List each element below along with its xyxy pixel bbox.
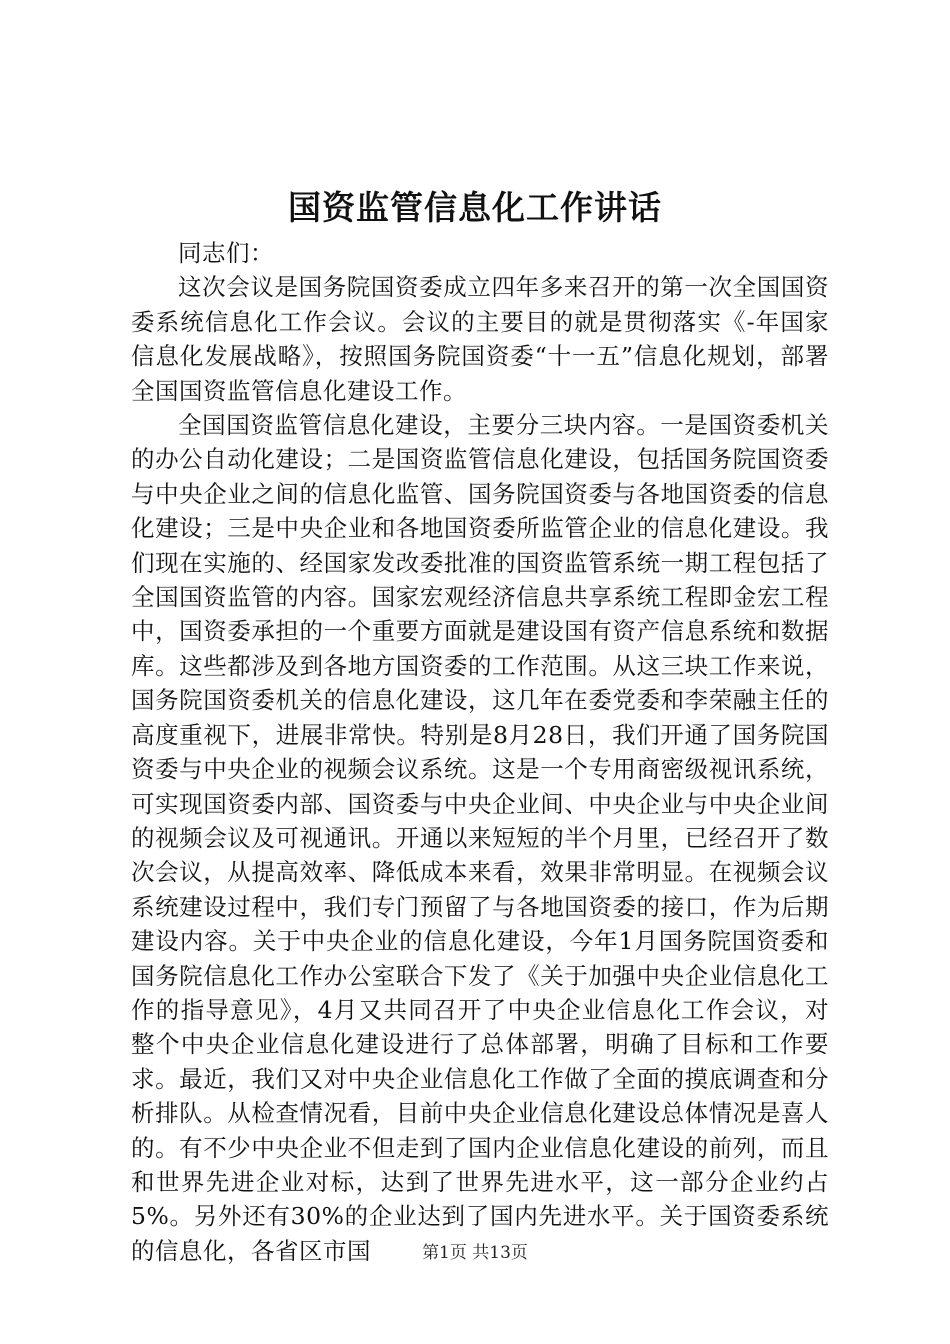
page-number-footer: 第1页 共13页 bbox=[422, 1243, 528, 1263]
salutation: 同志们： bbox=[178, 239, 274, 267]
document-body bbox=[131, 236, 829, 1268]
paragraph: 全国国资监管信息化建设，主要分三块内容。一是国资委机关的办公自动化建设；二是国资监管信息化建设，包括国务院国资委与中央企业之间的信息化监管、国务院国资委与各地国资委的信息化建设；三是中央企业和各地国资委所监管企业的信息化建设。我们现在实施的、经国家发改委批准的国资监管系统一期工程包括了全国国资监管的内容。国家宏观经济信息共享系统工程即金宏工程中，国资委承担的一个重要方面就是建设国有资产信息系统和数据库。这些都涉及到各地方国资委的工作范围。从这三块工作来说，国务院国资委机关的信息化建设，这几年在委党委和李荣融主任的高度重视下，进展非常快。特别是8月28日，我们开通了国务院国资委与中央企业的视频会议系统。这是一个专用商密级视讯系统，可实现国资委内部、国资委与中央企业间、中央企业与中央企业间的视频会议及可视通讯。开通以来短短的半个月里，已经召开了数次会议，从提高效率、降低成本来看，效果非常明显。在视频会议系统建设过程中，我们专门预留了与各地国资委的接口，作为后期建设内容。关于中央企业的信息化建设，今年1月国务院国资委和国务院信息化工作办公室联合下发了《关于加强中央企业信息化工作的指导意见》，4月又共同召开了中央企业信息化工作会议，对整个中央企业信息化建设进行了总体部署，明确了目标和工作要求。最近，我们又对中央企业信息化工作做了全面的摸底调查和分析排队。从检查情况看，目前中央企业信息化建设总体情况是喜人的。有不少中央企业不但走到了国内企业信息化建设的前列，而且和世界先进企业对标，达到了世界先进水平，这一部分企业约占5%。另外还有30%的企业达到了国内先进水平。关于国资委系统的信息化，各省区市国 bbox=[131, 411, 829, 1265]
paragraph: 这次会议是国务院国资委成立四年多来召开的第一次全国国资委系统信息化工作会议。会议的主要目的就是贯彻落实《-年国家信息化发展战略》，按照国务院国资委“十一五”信息化规划，部署全国国资监管信息化建设工作。 bbox=[131, 273, 829, 405]
document-title: 国资监管信息化工作讲话 bbox=[288, 188, 662, 227]
